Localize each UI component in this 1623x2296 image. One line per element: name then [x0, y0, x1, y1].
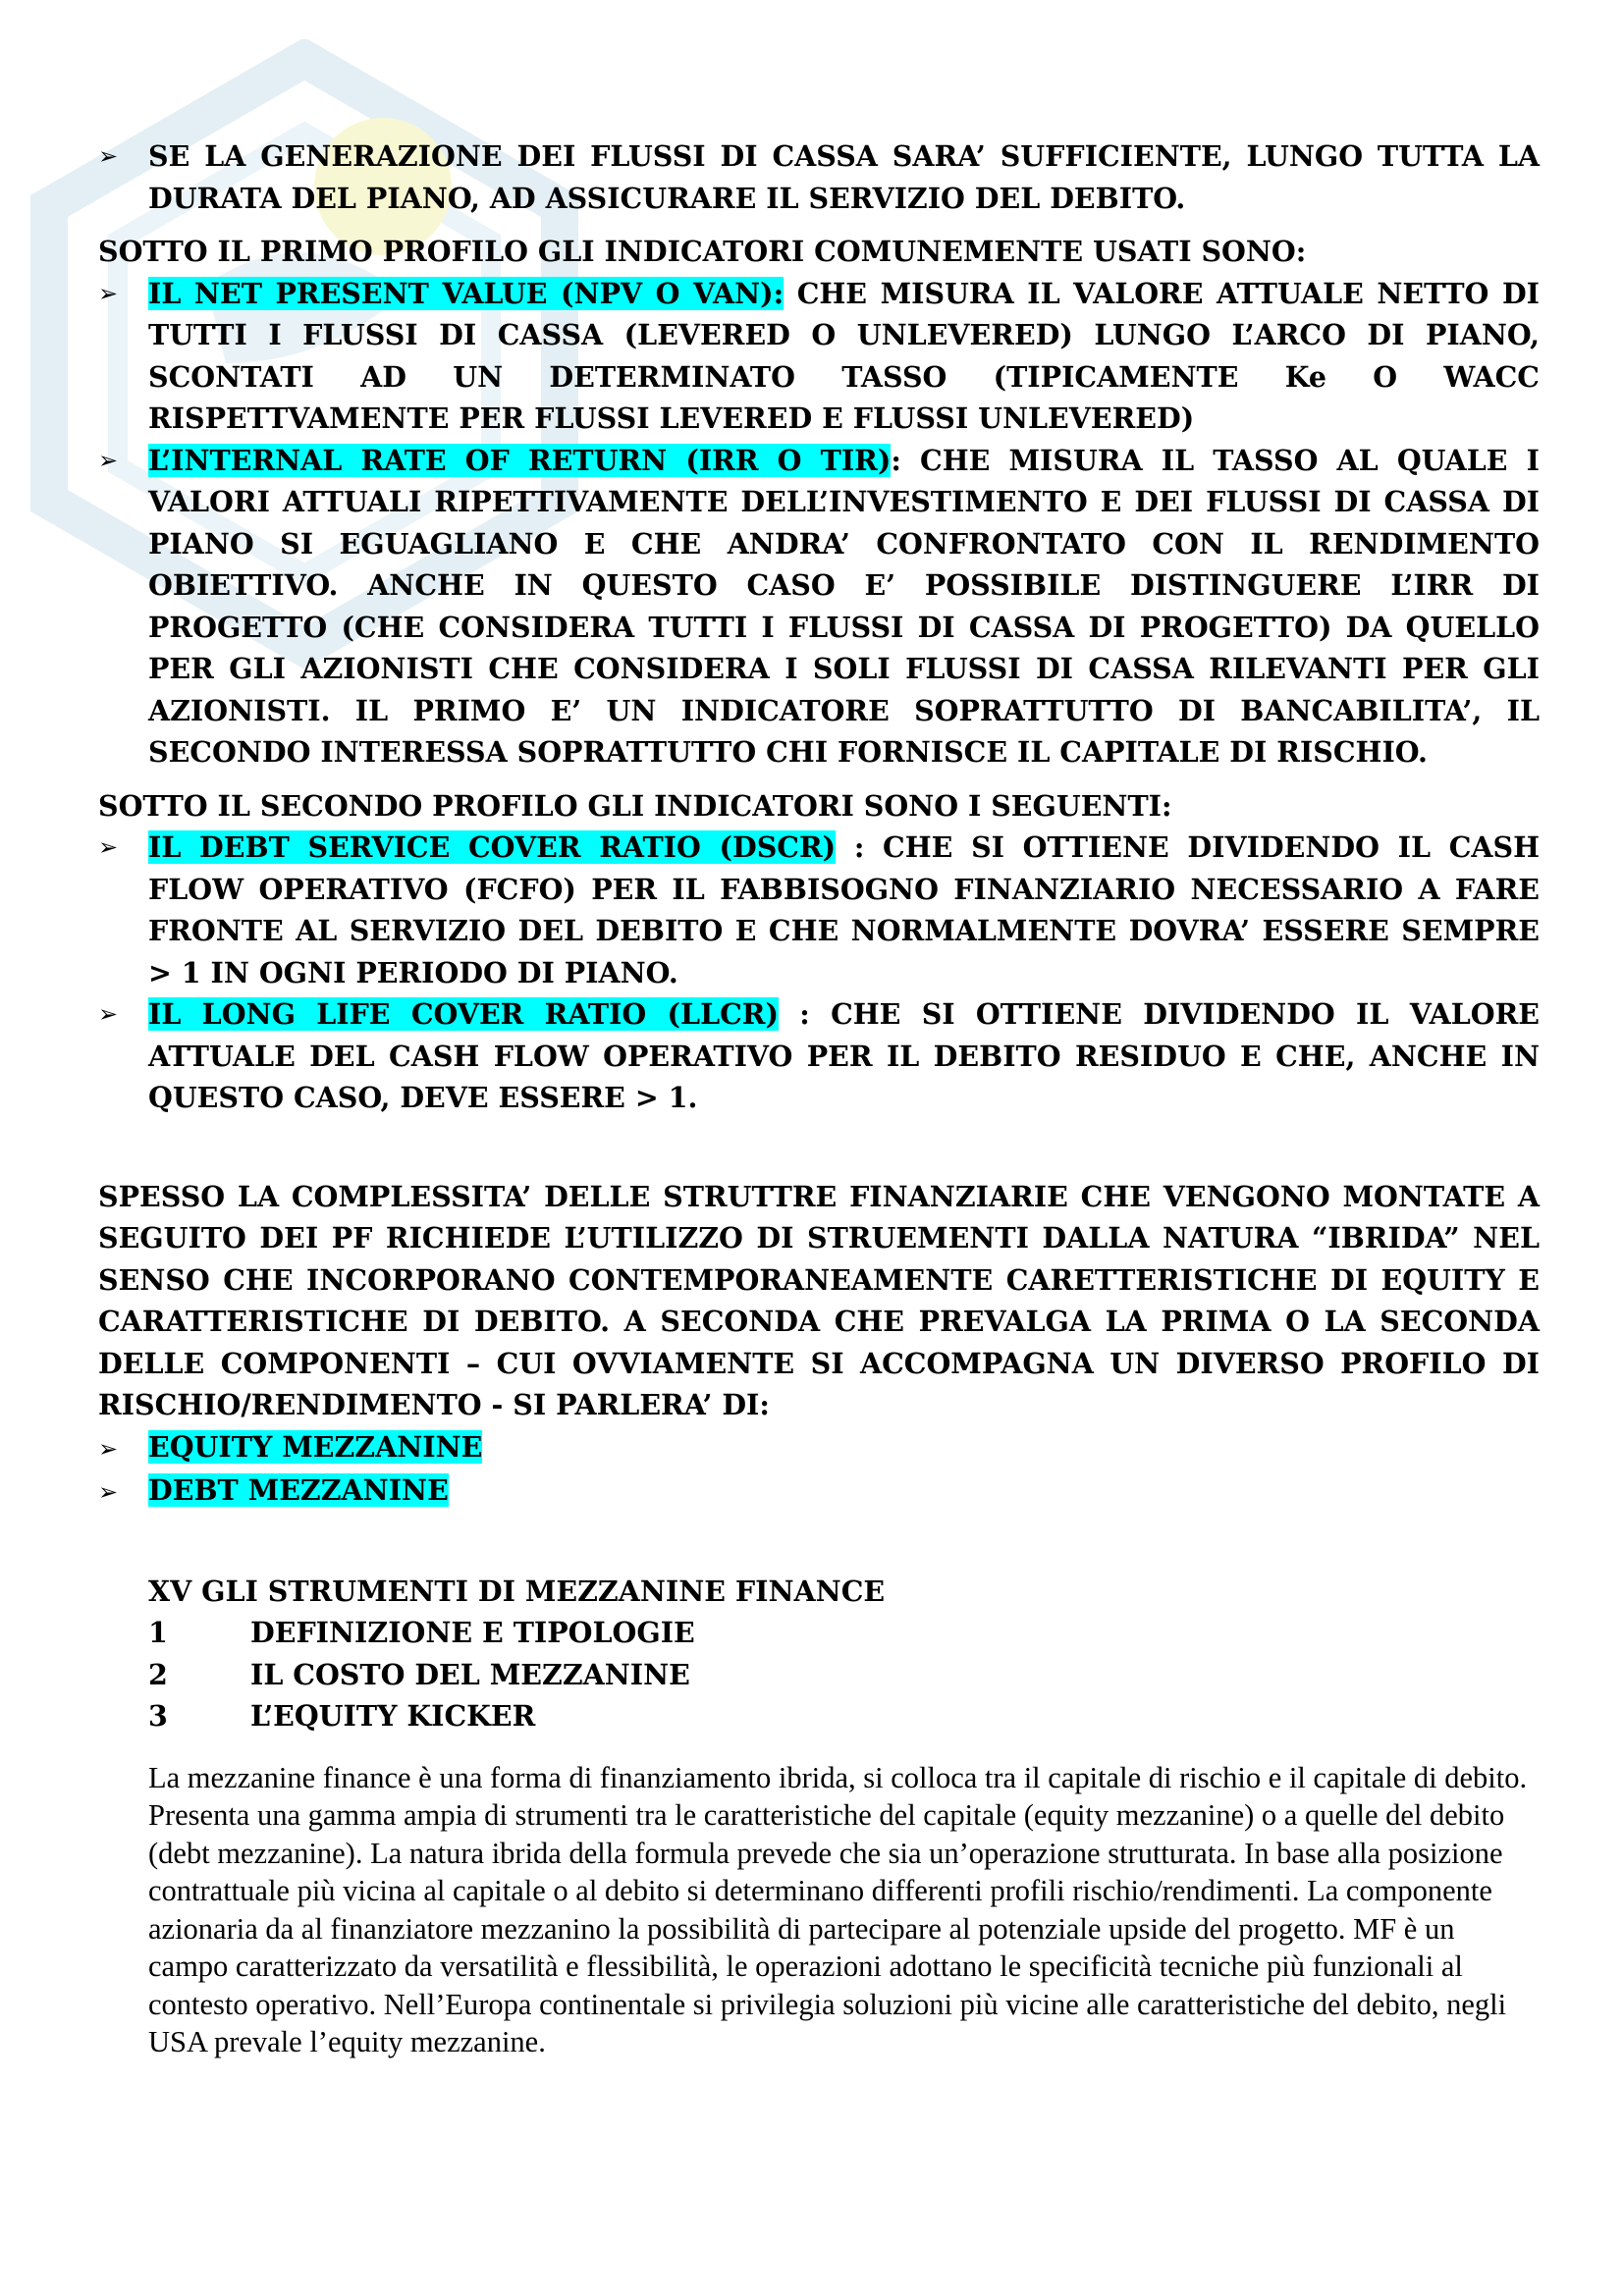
- list-item: [98, 827, 1540, 993]
- arrow-bullet-icon: ➢: [98, 279, 119, 307]
- arrow-bullet-icon: ➢: [98, 446, 119, 474]
- list-item-text: : CHE SI OTTIENE DIVIDENDO IL VALORE ATTUALE DEL CASH FLOW OPERATIVO PER IL DEBITO RESIDUO E CHE, ANCHE IN QUESTO CASO, DEVE ESSERE > 1.: [148, 997, 1541, 1114]
- toc-number: 3: [148, 1699, 168, 1733]
- list-item-text: CHE MISURA IL VALORE ATTUALE NETTO DI TUTTI I FLUSSI DI CASSA (LEVERED O UNLEVERED) LUNGO L’ARCO DI PIANO, SCONTATI AD UN DETERMINATO TASSO (TIPICAMENTE Ke O WACC RISPETTVAMENTE PER FLUSSI LEVERED E FLUSSI UNLEVERED): [148, 276, 1540, 435]
- chapter-toc: [148, 1571, 1540, 1737]
- list-item: [98, 1469, 1540, 1514]
- document-content: [98, 135, 1540, 2061]
- list-item-text: : CHE SI OTTIENE DIVIDENDO IL CASH FLOW OPERATIVO (FCFO) PER IL FABBISOGNO FINANZIARIO NECESSARIO A FARE FRONTE AL SERVIZIO DEL DEBITO E CHE NORMALMENTE DOVRA’ ESSERE SEMPRE > 1 IN OGNI PERIODO DI PIANO.: [148, 830, 1540, 989]
- toc-label: L’EQUITY KICKER: [250, 1699, 536, 1733]
- toc-number: 2: [148, 1657, 168, 1691]
- arrow-bullet-icon: ➢: [98, 1000, 119, 1028]
- highlighted-term: IL LONG LIFE COVER RATIO (LLCR): [148, 997, 779, 1031]
- list-item: [98, 993, 1540, 1119]
- toc-entry: [148, 1695, 1540, 1737]
- body-paragraph: La mezzanine finance è una forma di finanziamento ibrida, si colloca tra il capitale di rischio e il capitale di debito. Presenta una gamma ampia di strumenti tra le caratteristiche del capitale (equity mezzanine) o a quelle del debito (debt mezzanine). La natura ibrida della formula prevede che sia un’operazione strutturata. In base alla posizione contrattuale più vicina al capitale o al debito si determinano differenti profili rischio/rendimenti. La componente azionaria da al finanziatore mezzanino la possibilità di partecipare al potenziale upside del progetto. MF è un campo caratterizzato da versatilità e flessibilità, le operazioni adottano le specificità tecniche più funzionali al contesto operativo. Nell’Europa continentale si privilegia soluzioni più vicine alle caratteristiche del debito, negli USA prevale l’equity mezzanine.: [148, 1760, 1528, 2058]
- highlighted-term: EQUITY MEZZANINE: [148, 1429, 483, 1464]
- section3-paragraph: SPESSO LA COMPLESSITA’ DELLE STRUTTRE FINANZIARIE CHE VENGONO MONTATE A SEGUITO DEI PF RICHIEDE L’UTILIZZO DI STRUEMENTI DALLA NATURA “IBRIDA” NEL SENSO CHE INCORPORANO CONTEMPORANEAMENTE CARETTERISTICHE DI EQUITY E CARATTERISTICHE DI DEBITO. A SECONDA CHE PREVALGA LA PRIMA O LA SECONDA DELLE COMPONENTI – CUI OVVIAMENTE SI ACCOMPAGNA UN DIVERSO PROFILO DI RISCHIO/RENDIMENTO - SI PARLERA’ DI:: [98, 1179, 1540, 1421]
- toc-entry: [148, 1612, 1540, 1654]
- highlighted-term: DEBT MEZZANINE: [148, 1473, 449, 1507]
- intro-bullet: [98, 135, 1540, 219]
- toc-label: DEFINIZIONE E TIPOLOGIE: [250, 1616, 695, 1649]
- arrow-bullet-icon: ➢: [98, 833, 119, 861]
- section2-heading: SOTTO IL SECONDO PROFILO GLI INDICATORI SONO I SEGUENTI:: [98, 788, 1172, 823]
- list-item: [98, 440, 1540, 774]
- list-item-text: : CHE MISURA IL TASSO AL QUALE I VALORI ATTUALI RIPETTIVAMENTE DELL’INVESTIMENTO E DEI FLUSSI DI CASSA DI PIANO SI EGUAGLIANO E CHE ANDRA’ CONFRONTATO CON IL RENDIMENTO OBIETTIVO. ANCHE IN QUESTO CASO E’ POSSIBILE DISTINGUERE L’IRR DI PROGETTO (CHE CONSIDERA TUTTI I FLUSSI DI CASSA DI PROGETTO) DA QUELLO PER GLI AZIONISTI CHE CONSIDERA I SOLI FLUSSI DI CASSA RILEVANTI PER GLI AZIONISTI. IL PRIMO E’ UN INDICATORE SOPRATTUTTO DI BANCABILITA’, IL SECONDO INTERESSA SOPRATTUTTO CHI FORNISCE IL CAPITALE DI RISCHIO.: [148, 443, 1540, 769]
- arrow-bullet-icon: ➢: [98, 1434, 119, 1463]
- highlighted-term: IL DEBT SERVICE COVER RATIO (DSCR): [148, 830, 837, 864]
- list-item: [98, 273, 1540, 440]
- highlighted-term: IL NET PRESENT VALUE (NPV O VAN):: [148, 276, 784, 310]
- arrow-bullet-icon: ➢: [98, 142, 119, 170]
- toc-label: IL COSTO DEL MEZZANINE: [250, 1657, 690, 1691]
- intro-bullet-text: SE LA GENERAZIONE DEI FLUSSI DI CASSA SARA’ SUFFICIENTE, LUNGO TUTTA LA DURATA DEL PIANO, AD ASSICURARE IL SERVIZIO DEL DEBITO.: [148, 139, 1540, 215]
- section1-heading: SOTTO IL PRIMO PROFILO GLI INDICATORI COMUNEMENTE USATI SONO:: [98, 235, 1307, 268]
- toc-title: XV GLI STRUMENTI DI MEZZANINE FINANCE: [148, 1574, 886, 1608]
- highlighted-term: L’INTERNAL RATE OF RETURN (IRR O TIR): [148, 443, 892, 477]
- toc-entry: [148, 1654, 1540, 1696]
- list-item: [98, 1426, 1540, 1470]
- arrow-bullet-icon: ➢: [98, 1478, 119, 1506]
- toc-number: 1: [148, 1616, 168, 1649]
